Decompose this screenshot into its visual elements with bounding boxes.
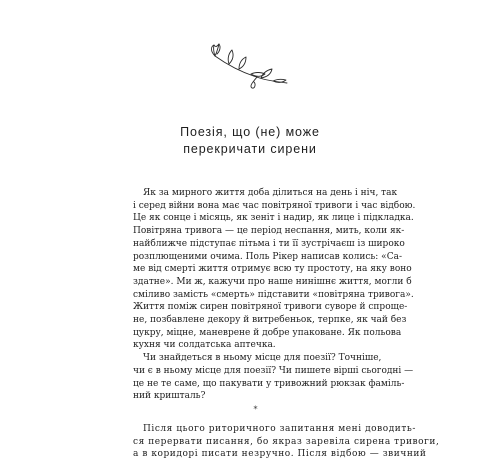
text-line: сміливо замість «смерть» підставити «повітряна тривога». (133, 289, 414, 300)
text-line: чи є в ньому місце для поезії? Чи пишете вірші сьогодні — (133, 365, 414, 376)
text-line: ме від смерті життя отримує всю ту простоту, на яку воно (133, 264, 412, 275)
spacer (133, 416, 378, 423)
text-line: не, позбавлене декору й витребеньок, терпке, як чай без (133, 315, 407, 326)
paragraph-1 (133, 187, 416, 352)
body-text (133, 187, 440, 461)
chapter-title (100, 124, 400, 158)
text-line: Це як сонце і місяць, як зеніт і надир, як лице і підкладка. (133, 213, 414, 224)
text-line: Як за мирного життя доба ділиться на день і ніч, так (143, 188, 398, 198)
text-line: Чи знайдеться в ньому місце для поезії? Точніше, (143, 353, 382, 364)
text-line: ний кришталь? (133, 391, 206, 402)
text-line: а в коридорі писати незручно. Після відбою — звичний (133, 449, 427, 460)
chapter-title-line-2: перекричати сирени (183, 142, 317, 156)
text-line: найближче підступає пітьма і ти її зустрічаєш із широко (133, 238, 405, 249)
text-line: Життя поміж сирен повітряної тривоги суворе й спроще- (133, 302, 408, 313)
text-line: кухня чи солдатська аптечка. (133, 340, 276, 351)
paragraph-3 (133, 423, 440, 461)
text-line: здатне». Ми ж, кажучи про наше нинішнє життя, могли б (133, 276, 412, 287)
text-line: це не те саме, що пакувати у тривожний рюкзак фаміль- (133, 378, 405, 389)
text-line: ся перервати писання, бо якраз заревіла сирена тривоги, (133, 436, 440, 447)
flower-sprig-ornament-icon (205, 42, 295, 90)
text-line: розплющеними очима. Поль Рікер написав колись: «Са- (133, 251, 402, 262)
text-line: і серед війни вона має час повітряної тривоги і час відбою. (133, 200, 416, 211)
text-line: цукру, міцне, маневрене й добре упаковане. Як польова (133, 327, 402, 338)
chapter-title-line-1: Поезія, що (не) може (180, 125, 320, 139)
text-line: Повітряна тривога — це період неспання, мить, коли як- (133, 226, 405, 237)
paragraph-2 (133, 352, 414, 403)
section-separator: * (253, 404, 258, 414)
text-line: Після цього риторичного запитання мені доводить- (143, 423, 416, 434)
